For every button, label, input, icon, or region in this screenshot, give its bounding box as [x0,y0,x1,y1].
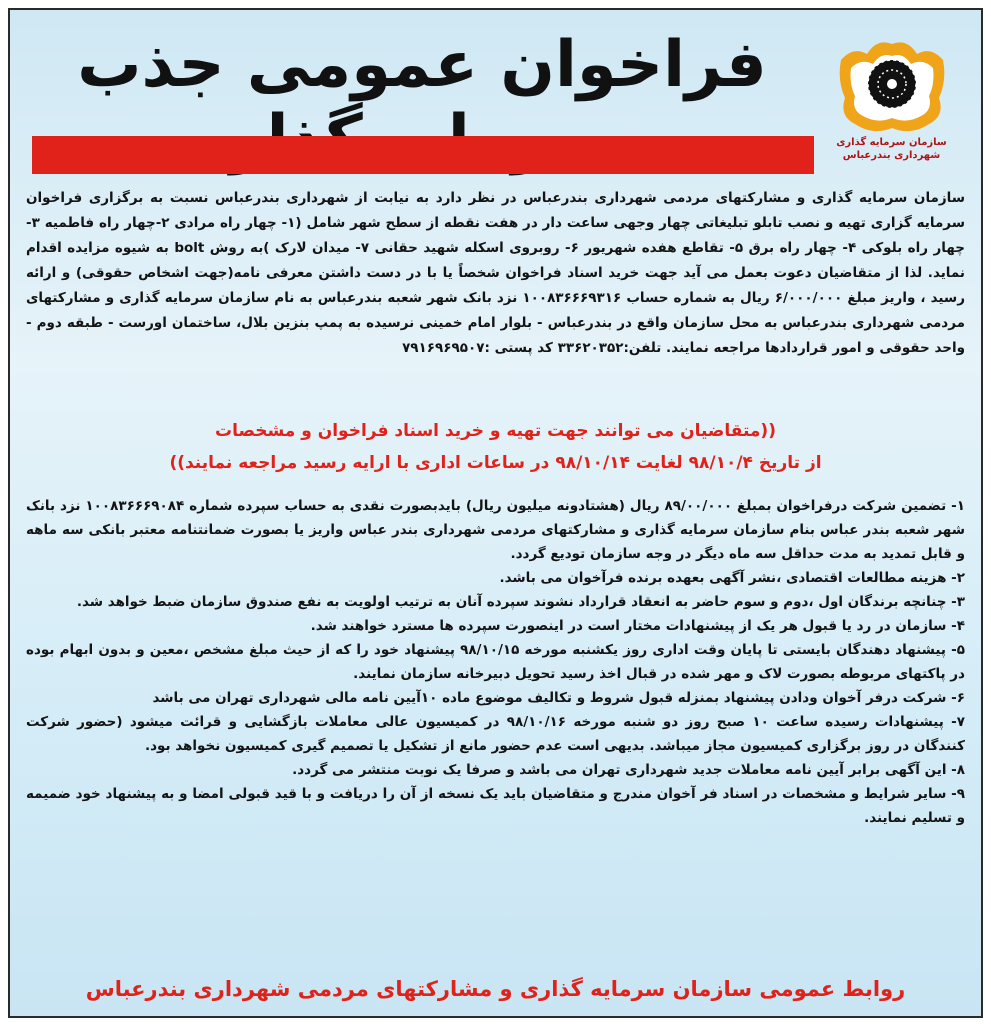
organization-logo [824,24,959,176]
condition-item: ۴- سازمان در رد یا قبول هر یک از پیشنهادات مختار است در اینصورت سپرده ها مسترد خواهند شد. [310,618,965,634]
condition-item: ۹- سایر شرایط و مشخصات در اسناد فر آخوان مندرج و متقاضیان باید یک نسخه از آن را دریافت و با قید قبولی امضا و به پیشنهاد خود ضمیمه و تسلیم نمایند. [26,786,965,826]
condition-item: ۵- پیشنهاد دهندگان بایستی تا پایان وقت اداری روز یکشنبه مورخه ۹۸/۱۰/۱۵ پیشنهاد خود را که از حیث مبلغ مشخص ،معین و بدون ابهام بوده در پاکتهای مربوطه بصورت لاک و مهر شده در قبال اخذ رسید تحویل دبیرخانه سازمان نمایند. [26,642,965,682]
notice-line-1: ((متقاضیان می توانند جهت تهیه و خرید اسناد فراخوان و مشخصات [215,421,776,441]
notice-line-2: از تاریخ ۹۸/۱۰/۴ لغایت ۹۸/۱۰/۱۴ در ساعات اداری با ارایه رسید مراجعه نمایند)) [169,453,822,473]
logo-caption-line1: سازمان سرمایه گذاری [836,137,947,148]
logo-caption-line2: شهرداری بندرعباس [842,150,941,161]
condition-item: ۳- چنانچه برندگان اول ،دوم و سوم حاضر به انعقاد قرارداد نشوند سپرده آنان به ترتیب اولویت به نفع صندوق سازمان ضبط خواهد شد. [76,594,965,610]
intro-text: سازمان سرمایه گذاری و مشارکتهای مردمی شهرداری بندرعباس در نظر دارد به نیابت از شهرداری بندرعباس نسبت به برگزاری فراخوان سرمایه گزاری تهیه و نصب تابلو تبلیغاتی چهار وجهی ساعت دار در هفت نقطه از سطح شهر شامل (۱- چهار راه مرادی ۲-چهار راه فاطمیه ۳-چهار راه بلوکی ۴- چهار راه برق ۵- تقاطع هفده شهریور ۶- روبروی اسکله شهید حقانی ۷- میدان لارک )به روش bolt به شیوه مزایده اقدام نماید. لذا از متقاضیان دعوت بعمل می آید جهت خرید اسناد فراخوان شخصاً یا با در دست داشتن معرفی نامه(جهت اشخاص حقوقی) و ارائه رسید ، واریز مبلغ ۶/۰۰۰/۰۰۰ ریال به شماره حساب ۱۰۰۸۳۶۶۶۹۳۱۶ نزد بانک شهر شعبه بندرعباس به نام سازمان سرمایه گذاری و مشارکتهای مردمی شهرداری بندرعباس به محل سازمان واقع در بندرعباس - بلوار امام خمینی نرسیده به پمپ بنزین بلال، ساختمان اورست - طبقه دوم - واحد حقوقی و امور قراردادها مراجعه نمایند. تلفن:۳۳۶۲۰۳۵۲ کد پستی :۷۹۱۶۹۶۹۵۰۷ [26,190,965,356]
condition-item: ۶- شرکت درفر آخوان ودادن پیشنهاد بمنزله قبول شروط و تکالیف موضوع ماده ۱۰آیین نامه مالی شهرداری تهران می باشد [152,690,965,706]
announcement-page [8,8,983,1018]
condition-item: ۲- هزینه مطالعات اقتصادی ،نشر آگهی بعهده برنده فرآخوان می باشد. [499,570,965,586]
title-red-bar [32,136,814,174]
condition-item: ۸- این آگهی برابر آیین نامه معاملات جدید شهرداری تهران می باشد و صرفا یک نوبت منتشر می گردد. [292,762,965,778]
conditions-list [26,494,965,830]
condition-item: ۷- پیشنهادات رسیده ساعت ۱۰ صبح روز دو شنبه مورخه ۹۸/۱۰/۱۶ در کمیسیون عالی معاملات بازگشایی و قرائت میشود (حضور شرکت کنندگان در روز برگزاری کمیسیون مجاز میباشد. بدیهی است عدم حضور مانع از تشکیل یا تصمیم گیری کمیسیون نخواهد بود. [26,714,965,754]
footer-signature: روابط عمومی سازمان سرمایه گذاری و مشارکتهای مردمی شهرداری بندرعباس [85,977,906,1001]
notice-block [40,415,951,479]
header [10,10,981,178]
condition-item: ۱- تضمین شرکت درفراخوان بمبلغ ۸۹/۰۰/۰۰۰ ریال (هشتادونه میلیون ریال) بایدبصورت نقدی به حساب سپرده شماره ۱۰۰۸۳۶۶۶۹۰۸۴ نزد بانک شهر شعبه بندر عباس بنام سازمان سرمایه گذاری و مشارکتهای مردمی شهرداری بندر عباس واریز یا بصورت ضمانتنامه معتبر بانکی سه ماهه و قابل تمدید به مدت حداقل سه ماه دیگر در وجه سازمان تودیع گردد. [26,498,965,562]
page-title: فراخوان عمومی جذب [77,28,767,102]
logo-emblem-icon [833,24,951,136]
intro-paragraph [26,186,965,361]
